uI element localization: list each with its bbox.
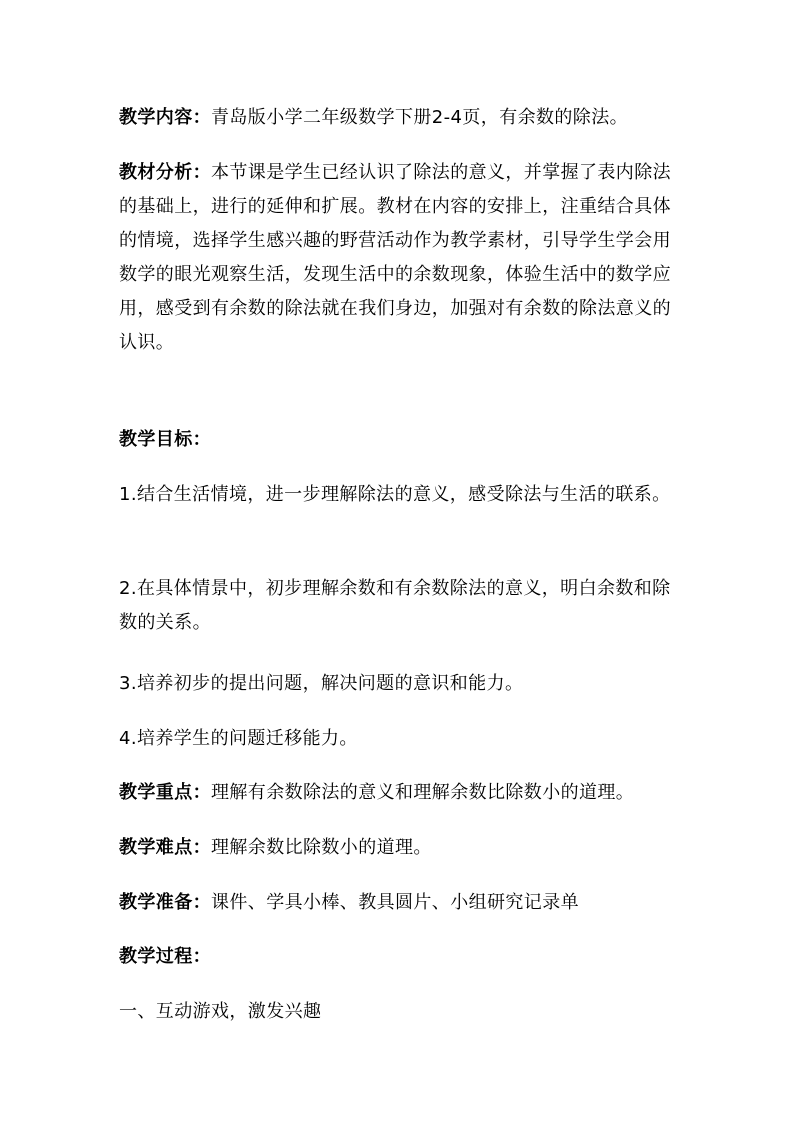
teaching-goals-heading: 教学目标： [119, 429, 211, 450]
teaching-content [119, 101, 679, 135]
key-points-text: 理解有余数除法的意义和理解余数比除数小的道理。 [211, 782, 635, 803]
goal-item-3: 3.培养初步的提出问题，解决问题的意识和能力。 [119, 673, 524, 694]
textbook-analysis-text: 本节课是学生已经认识了除法的意义，并掌握了表内除法的基础上，进行的延伸和扩展。教材在内容的安排上，注重结合具体的情境，选择学生感兴趣的野营活动作为教学素材，引导学生学会用数学的眼光观察生活，发现生活中的余数现象，体验生活中的数学应用，感受到有余数的除法就在我们身边，加强对有余数的除法意义的认识。 [119, 162, 671, 353]
difficulty-text: 理解余数比除数小的道理。 [211, 837, 432, 858]
difficulty [119, 831, 679, 865]
textbook-analysis [119, 156, 679, 360]
textbook-analysis-label: 教材分析： [119, 162, 211, 183]
process-section-1: 一、互动游戏，激发兴趣 [119, 1001, 322, 1022]
goal-item-4: 4.培养学生的问题迁移能力。 [119, 728, 358, 749]
goal-item-2: 2.在具体情景中，初步理解余数和有余数除法的意义，明白余数和除数的关系。 [119, 578, 671, 633]
teaching-content-label: 教学内容： [119, 107, 211, 128]
preparation-label: 教学准备： [119, 892, 211, 913]
goal-item-1: 1.结合生活情境，进一步理解除法的意义，感受除法与生活的联系。 [119, 484, 671, 505]
teaching-content-text: 青岛版小学二年级数学下册2-4页，有余数的除法。 [211, 107, 628, 128]
key-points-label: 教学重点： [119, 782, 211, 803]
preparation [119, 886, 679, 920]
preparation-text: 课件、学具小棒、教具圆片、小组研究记录单 [211, 892, 579, 913]
difficulty-label: 教学难点： [119, 837, 211, 858]
teaching-process-heading: 教学过程： [119, 946, 211, 967]
key-points [119, 776, 679, 810]
